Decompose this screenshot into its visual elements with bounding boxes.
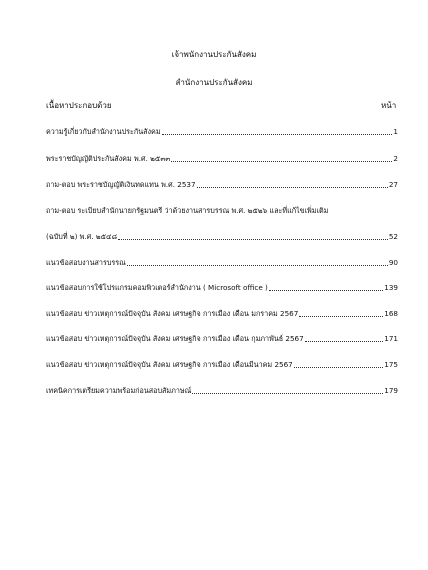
toc-entry-title: แนวข้อสอบงานสารบรรณ xyxy=(46,258,126,267)
toc-entry xyxy=(46,360,398,370)
toc-entry-title: แนวข้อสอบการใช้โปรแกรมคอมพิวเตอร์สำนักงาน ( Microsoft office ) xyxy=(46,283,268,292)
page-column-heading: หน้า xyxy=(381,101,397,110)
toc-entry xyxy=(46,232,398,242)
toc-entry xyxy=(46,309,398,319)
toc-leader-dots xyxy=(171,161,392,162)
toc-entry-title: พระราชบัญญัติประกันสังคม พ.ศ. ๒๕๓๓ xyxy=(46,154,171,163)
toc-leader-dots xyxy=(162,134,393,135)
toc-leader-dots xyxy=(127,265,388,266)
toc-leader-dots xyxy=(305,341,384,342)
toc-entry-title: ถาม-ตอบ ระเบียบสำนักนายกรัฐมนตรี ว่าด้วยงานสารบรรณ พ.ศ. ๒๕๒๖ และที่แก้ไขเพิ่มเติม xyxy=(46,206,329,215)
toc-entry-title: แนวข้อสอบ ข่าวเหตุการณ์ปัจจุบัน สังคม เศรษฐกิจ การเมือง เดือน มกราคม 2567 xyxy=(46,309,299,318)
toc-entry xyxy=(46,386,398,396)
document-subtitle: สำนักงานประกันสังคม xyxy=(175,78,253,87)
contents-heading: เนื้อหาประกอบด้วย xyxy=(46,101,112,110)
toc-leader-dots xyxy=(197,187,388,188)
toc-entry-page: 2 xyxy=(393,154,398,163)
toc-entry-title: แนวข้อสอบ ข่าวเหตุการณ์ปัจจุบัน สังคม เศรษฐกิจ การเมือง เดือน กุมภาพันธ์ 2567 xyxy=(46,334,304,343)
toc-entry-page: 179 xyxy=(384,386,398,395)
toc-leader-dots xyxy=(269,290,383,291)
toc-leader-dots xyxy=(299,316,383,317)
toc-entry xyxy=(46,127,398,137)
toc-entry xyxy=(46,180,398,190)
toc-entry-page: 90 xyxy=(388,258,398,267)
document-title: เจ้าพนักงานประกันสังคม xyxy=(171,50,257,59)
toc-entry-page: 175 xyxy=(384,360,398,369)
toc-entry-title: ความรู้เกี่ยวกับสำนักงานประกันสังคม xyxy=(46,127,161,136)
toc-leader-dots xyxy=(118,239,388,240)
toc-entry-page: 171 xyxy=(384,334,398,343)
toc-entry-page: 27 xyxy=(388,180,398,189)
toc-entry-page: 1 xyxy=(393,127,398,136)
toc-entry xyxy=(46,154,398,164)
toc-entry xyxy=(46,283,398,293)
toc-entry-page: 52 xyxy=(388,232,398,241)
toc-entry-page: 139 xyxy=(384,283,398,292)
toc-entry-title: เทคนิคการเตรียมความพร้อมก่อนสอบสัมภาษณ์ xyxy=(46,386,192,395)
toc-entry xyxy=(46,258,398,268)
toc-leader-dots xyxy=(192,393,383,394)
toc-entry-title: แนวข้อสอบ ข่าวเหตุการณ์ปัจจุบัน สังคม เศรษฐกิจ การเมือง เดือนมีนาคม 2567 xyxy=(46,360,293,369)
toc-leader-dots xyxy=(294,367,384,368)
toc-entry xyxy=(46,334,398,344)
toc-entry-page: 168 xyxy=(384,309,398,318)
toc-entry-title: ถาม-ตอบ พระราชบัญญัติเงินทดแทน พ.ศ. 2537 xyxy=(46,180,196,189)
toc-entry-title: (ฉบับที่ ๒) พ.ศ. ๒๕๔๘ xyxy=(46,232,117,241)
